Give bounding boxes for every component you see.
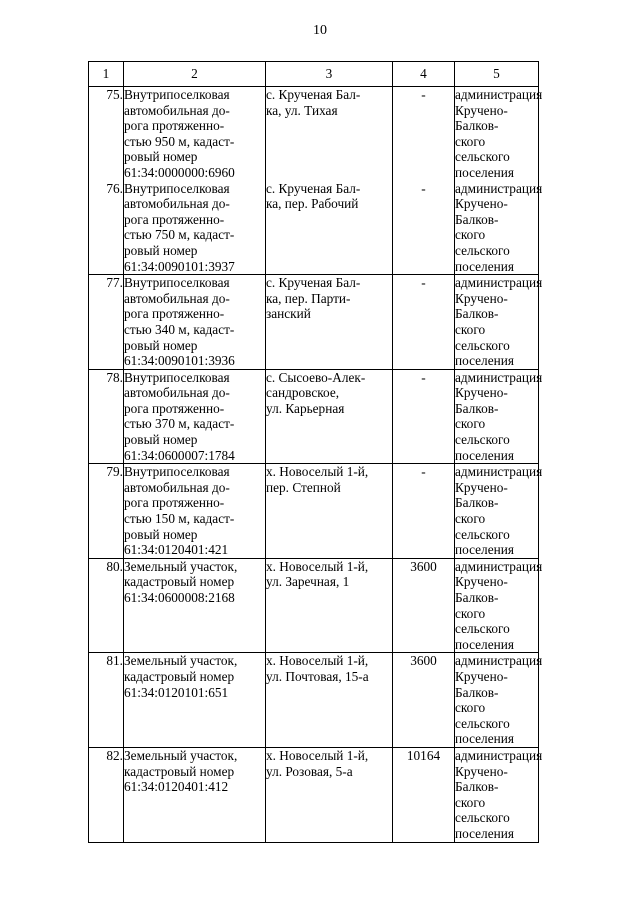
row-number: 78. [106, 369, 123, 385]
row-number: 75. [106, 87, 123, 102]
row-number-cell [89, 558, 124, 653]
object-area: - [421, 464, 426, 480]
column-header-1: 1 [89, 62, 124, 87]
object-name-cell [124, 275, 266, 370]
object-name: Внутрипоселковая автомобильная до- рога протяженно- стью 750 м, кадаст- ровый номер 61:34:0090101:3937 [124, 180, 235, 274]
column-header-4: 4 [393, 62, 455, 87]
table-row [89, 558, 539, 653]
object-owner-cell [455, 747, 543, 842]
object-owner: администрация Кручено-Балков- ского сельского поселения [455, 87, 543, 180]
object-name: Внутрипоселковая автомобильная до- рога протяженно- стью 370 м, кадаст- ровый номер 61:34:0600007:1784 [124, 369, 235, 463]
table-row [89, 653, 539, 748]
object-name: Земельный участок, кадастровый номер 61:34:0120101:651 [124, 653, 238, 700]
table-row [89, 464, 539, 559]
object-address-cell [266, 747, 393, 842]
column-header-3: 3 [266, 62, 393, 87]
row-number-cell [89, 653, 124, 748]
property-registry-table [88, 61, 543, 843]
object-area: - [421, 180, 426, 196]
object-address-cell [266, 369, 393, 464]
object-owner: администрация Кручено-Балков- ского сельского поселения [455, 747, 543, 841]
page-number: 10 [313, 23, 327, 38]
object-address: х. Новоселый 1-й, ул. Заречная, 1 [266, 558, 369, 590]
object-area: 3600 [410, 558, 437, 574]
object-address-cell [266, 87, 393, 181]
object-address: с. Крученая Бал- ка, пер. Рабочий [266, 180, 361, 212]
row-number-cell [89, 369, 124, 464]
object-address-cell [266, 181, 393, 275]
object-area-cell [393, 275, 455, 370]
object-name-cell [124, 653, 266, 748]
row-number: 80. [106, 558, 123, 574]
object-area-cell [393, 653, 455, 748]
row-number-cell [89, 181, 124, 275]
object-owner: администрация Кручено-Балков- ского сельского поселения [455, 464, 543, 558]
object-address-cell [266, 275, 393, 370]
object-owner-cell [455, 653, 543, 748]
object-name-cell [124, 558, 266, 653]
object-name-cell [124, 464, 266, 559]
object-area-cell [393, 369, 455, 464]
object-address: с. Крученая Бал- ка, ул. Тихая [266, 87, 361, 118]
object-area: 10164 [406, 747, 441, 763]
object-address: с. Крученая Бал- ка, пер. Парти- занский [266, 275, 361, 322]
object-name-cell [124, 747, 266, 842]
object-address-cell [266, 653, 393, 748]
object-owner-cell [455, 180, 543, 275]
object-owner: администрация Кручено-Балков- ского сельского поселения [455, 558, 543, 652]
object-address-cell [266, 558, 393, 653]
object-owner-cell [455, 369, 543, 464]
object-owner-cell [455, 275, 543, 370]
object-address: х. Новоселый 1-й, ул. Почтовая, 15-а [266, 653, 369, 684]
table-row [89, 747, 539, 842]
row-number: 76. [106, 180, 123, 196]
row-number-cell [89, 87, 124, 181]
table-header-row [89, 62, 539, 87]
object-name-cell [124, 369, 266, 464]
object-owner: администрация Кручено-Балков- ского сельского поселения [455, 275, 543, 369]
row-number-cell [89, 464, 124, 559]
object-area-cell [393, 558, 455, 653]
column-header-5: 5 [455, 62, 539, 87]
object-owner: администрация Кручено-Балков- ского сельского поселения [455, 180, 543, 274]
row-number: 79. [106, 464, 123, 480]
object-area: - [421, 369, 426, 385]
object-area-cell [393, 87, 455, 181]
object-owner: администрация Кручено-Балков- ского сельского поселения [455, 369, 543, 463]
object-area-cell [393, 181, 455, 275]
object-name: Внутрипоселковая автомобильная до- рога протяженно- стью 950 м, кадаст- ровый номер 61:34:0000000:6960 [124, 87, 235, 180]
table-row [89, 369, 539, 464]
object-address: х. Новоселый 1-й, ул. Розовая, 5-а [266, 747, 369, 779]
object-area-cell [393, 464, 455, 559]
table-row [89, 275, 539, 370]
object-address: с. Сысоево-Алек- сандровское, ул. Карьерная [266, 369, 366, 416]
row-number-cell [89, 275, 124, 370]
object-name-cell [124, 181, 266, 275]
object-address-cell [266, 464, 393, 559]
row-number: 82. [106, 747, 123, 763]
object-name: Земельный участок, кадастровый номер 61:34:0120401:412 [124, 747, 238, 795]
object-name: Внутрипоселковая автомобильная до- рога протяженно- стью 150 м, кадаст- ровый номер 61:34:0120401:421 [124, 464, 235, 558]
table-row [89, 181, 539, 275]
row-number-cell [89, 747, 124, 842]
object-name-cell [124, 87, 266, 181]
object-area: 3600 [410, 653, 437, 669]
column-header-2: 2 [124, 62, 266, 87]
row-number: 77. [106, 275, 123, 291]
object-area: - [421, 275, 426, 291]
object-owner: администрация Кручено-Балков- ского сельского поселения [455, 653, 543, 747]
row-number: 81. [106, 653, 123, 669]
object-area-cell [393, 747, 455, 842]
table-row [89, 87, 539, 181]
object-name: Земельный участок, кадастровый номер 61:34:0600008:2168 [124, 558, 238, 605]
object-owner-cell [455, 558, 543, 653]
object-address: х. Новоселый 1-й, пер. Степной [266, 464, 369, 495]
object-owner-cell [455, 464, 543, 559]
object-name: Внутрипоселковая автомобильная до- рога протяженно- стью 340 м, кадаст- ровый номер 61:34:0090101:3936 [124, 275, 235, 369]
object-owner-cell [455, 87, 543, 181]
object-area: - [421, 87, 426, 102]
